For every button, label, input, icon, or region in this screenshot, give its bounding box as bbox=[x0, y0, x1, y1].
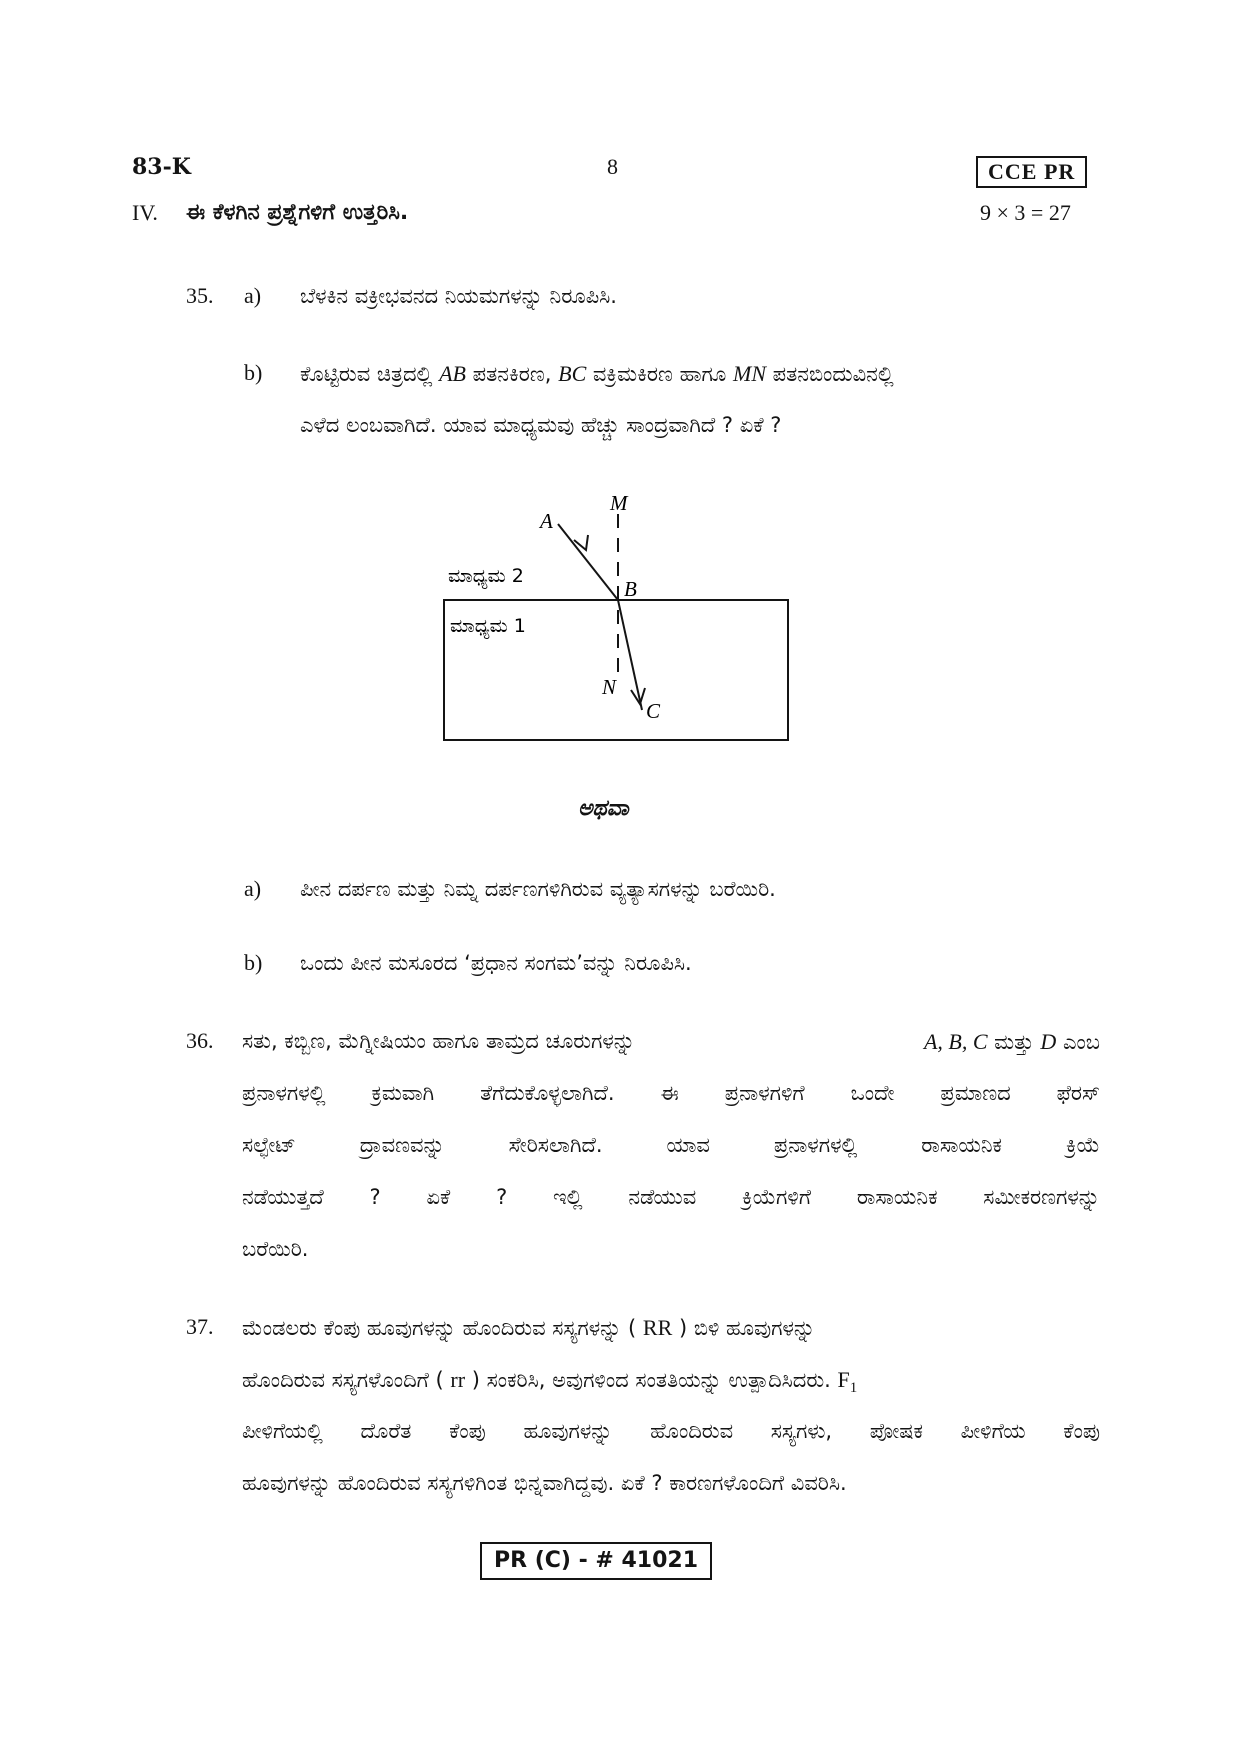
q36-line2: ಪ್ರನಾಳಗಳಲ್ಲಿ ಕ್ರಮವಾಗಿ ತೆಗೆದುಕೊಳ್ಳಲಾಗಿದೆ. ಈ ಪ್ರನಾಳಗಳಿಗೆ ಒಂದೇ ಪ್ರಮಾಣದ ಫೆರಸ್ bbox=[242, 1081, 1100, 1105]
f1-subscript: 1 bbox=[849, 1380, 858, 1397]
q37-line4: ಹೂವುಗಳನ್ನು ಹೊಂದಿರುವ ಸಸ್ಯಗಳಿಗಿಂತ ಭಿನ್ನವಾಗಿದ್ದವು. ಏಕೆ ? ಕಾರಣಗಳೊಂದಿಗೆ ವಿವರಿಸಿ. bbox=[242, 1471, 847, 1495]
q35-b-line2: ಎಳೆದ ಲಂಬವಾಗಿದೆ. ಯಾವ ಮಾಧ್ಯಮವು ಹೆಚ್ಚು ಸಾಂದ್ರವಾಗಿದೆ ? ಏಕೆ ? bbox=[300, 413, 782, 437]
label-n: N bbox=[602, 675, 617, 699]
q36-line5: ಬರೆಯಿರಿ. bbox=[242, 1237, 309, 1261]
section-marks: 9 × 3 = 27 bbox=[980, 200, 1071, 225]
question-number-36: 36. bbox=[186, 1028, 214, 1053]
ray-bc: BC bbox=[558, 361, 587, 386]
medium-1-label: ಮಾಧ್ಯಮ 1 bbox=[450, 615, 526, 637]
genotype-rr-lower: rr bbox=[450, 1367, 466, 1392]
q37-line1 bbox=[242, 1315, 1100, 1341]
label-c: C bbox=[646, 699, 661, 723]
q37-line2 bbox=[242, 1367, 1100, 1397]
q36-text-1: ಸತು, ಕಬ್ಬಿಣ, ಮೆಗ್ನೀಷಿಯಂ ಹಾಗೂ ತಾಮ್ರದ ಚೂರುಗಳನ್ನು bbox=[242, 1029, 635, 1053]
q37-text-1: ಮೆಂಡಲರು ಕೆಂಪು ಹೂವುಗಳನ್ನು ಹೊಂದಿರುವ ಸಸ್ಯಗಳನ್ನು ( bbox=[242, 1316, 643, 1340]
normal-mn: MN bbox=[733, 361, 766, 386]
medium-2-label: ಮಾಧ್ಯಮ 2 bbox=[448, 565, 524, 587]
paper-code: 83-K bbox=[132, 154, 191, 180]
q35-b-text-3: ವಕ್ರಿಮಕಿರಣ ಹಾಗೂ bbox=[586, 362, 733, 386]
page-number: 8 bbox=[607, 154, 618, 179]
label-m: M bbox=[610, 492, 628, 515]
q36-text-3: ಎಂಬ bbox=[1056, 1030, 1100, 1054]
q36-line3: ಸಲ್ಫೇಟ್ ದ್ರಾವಣವನ್ನು ಸೇರಿಸಲಾಗಿದೆ. ಯಾವ ಪ್ರನಾಳಗಳಲ್ಲಿ ರಾಸಾಯನಿಕ ಕ್ರಿಯೆ bbox=[242, 1133, 1100, 1157]
q35-alt-a-label: a) bbox=[244, 876, 262, 901]
q37-text-4: ) ಸಂಕರಿಸಿ, ಅವುಗಳಿಂದ ಸಂತತಿಯನ್ನು ಉತ್ಪಾದಿಸಿದರು. bbox=[465, 1368, 838, 1392]
q35-a-text: ಬೆಳಕಿನ ವಕ್ರೀಭವನದ ನಿಯಮಗಳನ್ನು ನಿರೂಪಿಸಿ. bbox=[300, 284, 617, 308]
q36-line4: ನಡೆಯುತ್ತದೆ ? ಏಕೆ ? ಇಲ್ಲಿ ನಡೆಯುವ ಕ್ರಿಯೆಗಳಿಗೆ ರಾಸಾಯನಿಕ ಸಮೀಕರಣಗಳನ್ನು bbox=[242, 1185, 1100, 1209]
q37-text-2: ) ಬಿಳಿ ಹೂವುಗಳನ್ನು bbox=[672, 1316, 816, 1340]
section-number: IV. bbox=[132, 200, 158, 225]
refracted-ray bbox=[618, 600, 642, 710]
q35-b-line1 bbox=[300, 361, 1100, 387]
q35-b-text-2: ಪತನಕಿರಣ, bbox=[466, 362, 559, 386]
q37-line3: ಪೀಳಿಗೆಯಲ್ಲಿ ದೊರೆತ ಕೆಂಪು ಹೂವುಗಳನ್ನು ಹೊಂದಿರುವ ಸಸ್ಯಗಳು, ಪೋಷಕ ಪೀಳಿಗೆಯ ಕೆಂಪು bbox=[242, 1419, 1100, 1443]
ray-ab: AB bbox=[439, 361, 466, 386]
q35-alt-b-text: ಒಂದು ಪೀನ ಮಸೂರದ ‘ಪ್ರಧಾನ ಸಂಗಮ’ವನ್ನು ನಿರೂಪಿಸಿ. bbox=[300, 951, 692, 975]
question-number-37: 37. bbox=[186, 1314, 214, 1339]
cce-pr-box: CCE PR bbox=[976, 156, 1087, 188]
refraction-diagram bbox=[440, 492, 800, 754]
or-separator: ಅಥವಾ bbox=[578, 796, 629, 821]
q36-line1 bbox=[242, 1029, 1100, 1055]
tube-d: D bbox=[1040, 1029, 1057, 1054]
label-a: A bbox=[540, 509, 553, 533]
question-number-35: 35. bbox=[186, 283, 214, 308]
q35-a-label: a) bbox=[244, 283, 262, 308]
footer-code-box: PR (C) - # 41021 bbox=[480, 1542, 712, 1580]
tubes-abc: A, B, C bbox=[923, 1029, 988, 1054]
q37-text-3: ಹೊಂದಿರುವ ಸಸ್ಯಗಳೊಂದಿಗೆ ( bbox=[242, 1368, 451, 1392]
q35-alt-a-text: ಪೀನ ದರ್ಪಣ ಮತ್ತು ನಿಮ್ನ ದರ್ಪಣಗಳಿಗಿರುವ ವ್ಯತ್ಯಾಸಗಳನ್ನು ಬರೆಯಿರಿ. bbox=[300, 877, 776, 901]
label-b: B bbox=[624, 577, 637, 601]
section-title: ಈ ಕೆಳಗಿನ ಪ್ರಶ್ನೆಗಳಿಗೆ ಉತ್ತರಿಸಿ. bbox=[186, 200, 409, 225]
q36-text-2: ಮತ್ತು bbox=[987, 1030, 1041, 1054]
genotype-rr-upper: RR bbox=[642, 1315, 673, 1340]
f1-generation: F bbox=[837, 1367, 850, 1392]
q35-b-label: b) bbox=[244, 360, 263, 385]
q35-b-text-4: ಪತನಬಿಂದುವಿನಲ್ಲಿ bbox=[766, 362, 894, 386]
q35-alt-b-label: b) bbox=[244, 950, 263, 975]
q35-b-text-1: ಕೊಟ್ಟಿರುವ ಚಿತ್ರದಲ್ಲಿ bbox=[300, 362, 440, 386]
